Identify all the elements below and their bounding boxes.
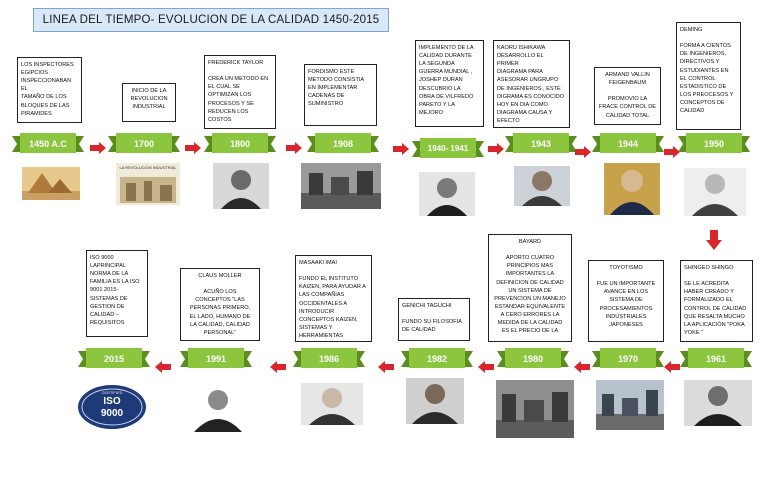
- arrow-left-icon: [155, 361, 171, 373]
- arrow-left-icon: [478, 361, 494, 373]
- year-banner-1943: [505, 131, 577, 157]
- event-note-1944: ARMAND VALLIN FEIGENBAUM PROMOVIO LA FRACE CONTROL DE CALIDAD TOTAL: [594, 67, 661, 125]
- event-note-1940: IMPLEMENTO DE LA CALIDAD DURANTE LA SEGUNDA GUERRA MUNDIAL , JOSHEP DURAN DESCUBRIO LA OBRA DE VILFREDO PARETO Y LA MEJORO: [415, 40, 484, 127]
- badge-number-text: 9000: [100, 408, 124, 419]
- year-banner-1950: [678, 131, 750, 157]
- year-banner-1986: [293, 346, 365, 372]
- event-note-1982: GENICHI TAGUCHI FUNDO SU FILOSOFIA DE CALIDAD: [398, 298, 470, 341]
- arrow-left-icon: [270, 361, 286, 373]
- year-banner-2015: [78, 346, 150, 372]
- arrow-left-icon: [378, 361, 394, 373]
- event-note-1970: TOYOTISMO FUE UN IMPORTANTE AVANCE EN LOS SISTEMA DE PROCESAMIENTOS INDUSTRIALES JAPONESES: [588, 260, 664, 342]
- event-note-1950: DEMING FORMA A CIENTOS DE INGENIEROS, DIRECTIVOS Y ESTUDIANTES EN EL CONTROL ESTADISTICO DE LOS PREOCESOS Y CONCEPTOS DE CALIDAD: [676, 22, 741, 130]
- year-banner-1944: [592, 131, 664, 157]
- year-banner-1970: [592, 346, 664, 372]
- badge-main-text: ISO: [103, 396, 121, 407]
- year-label: 1940- 1941: [427, 144, 469, 154]
- year-label: 1944: [617, 138, 639, 149]
- arrow-right-icon: [185, 142, 201, 154]
- page-title: LINEA DEL TIEMPO- EVOLUCION DE LA CALIDAD 1450-2015: [33, 8, 389, 32]
- year-banner-1991: [180, 346, 252, 372]
- badge-top-text: CERTIFIED: [101, 390, 123, 395]
- year-label: 1982: [426, 353, 448, 364]
- year-label: 1961: [705, 353, 727, 364]
- event-note-1450: LOS INSPECTORES EGIPCIOS INSPECCIONABAN EL TAMAÑO DE LOS BLOQUES DE LAS PIRAMIDES: [17, 57, 82, 123]
- portrait-icon: [419, 172, 475, 216]
- year-label: 1980: [522, 353, 544, 364]
- portrait-icon: [604, 163, 660, 215]
- year-label: 1943: [530, 138, 552, 149]
- year-banner-1980: [497, 346, 569, 372]
- event-note-1986: MASAAKI IMAI FUNDO EL INSTITUTO KAIZEN, PARA AYUDAR A LAS COMPAÑIAS OCCIDENTALES A INTRODUCIR CONCEPTOS KAIZEN, SISTEMAS Y HERRAMIENTAS: [295, 255, 372, 342]
- year-label: 1908: [332, 138, 354, 149]
- year-label: 1986: [318, 353, 340, 364]
- year-banner-1700: [108, 131, 180, 157]
- portrait-icon: [301, 383, 363, 425]
- year-banner-1982: [401, 346, 473, 372]
- year-label: 1450 A.C: [29, 138, 67, 149]
- portrait-icon: [684, 168, 746, 216]
- portrait-icon: [186, 384, 250, 432]
- portrait-icon: [406, 378, 464, 424]
- year-label: 1991: [205, 353, 227, 364]
- year-banner-1450: [12, 131, 84, 157]
- event-note-1908: FORDISMO ESTE METODO CONSISTIA EN IMPLEMENTAR CADENAS DE SUMINISTRO: [304, 64, 377, 126]
- industrial-revolution-icon: [116, 163, 180, 205]
- year-label: 1970: [617, 353, 639, 364]
- arrow-right-icon: [664, 146, 680, 158]
- event-note-1980: BAYARD APORTO CUATRO PRINCIPIOS MAS IMPORTANTES LA DEFINICION DE CALIDAD UN SISTEMA DE PREVENCION UN MANEJO ESTANDAR EQUIVALENTE A CERO ERRORES LA MEDIDA DE LA CALIDAD ES EL PRECIO DE LA: [488, 234, 572, 342]
- factory-icon: [496, 380, 574, 438]
- event-note-1800: FREDERICK TAYLOR CREA UN METODO EN EL CUAL SE OPTIMIZAN LOS PROCESOS Y SE REDUCEN LOS COSTOS: [204, 55, 276, 129]
- iso-badge-icon: [77, 384, 147, 430]
- event-note-1700: INICIO DE LA REVOLUCION INDUSTRIAL: [122, 83, 176, 122]
- portrait-icon: [213, 163, 269, 209]
- year-label: 1700: [133, 138, 155, 149]
- arrow-right-icon: [393, 143, 409, 155]
- arrow-left-icon: [574, 361, 590, 373]
- arrow-right-icon: [488, 143, 504, 155]
- year-label: 1950: [703, 138, 725, 149]
- event-note-2015: ISO 9000 LAPRINCIPAL NORMA DE LA FAMILIA ES LA ISO 9001 2015- SISTEMAS DE GESTION DE CALIDAD – REQUISITOS: [86, 250, 148, 337]
- arrow-right-icon: [575, 146, 591, 158]
- arrow-left-icon: [664, 361, 680, 373]
- event-note-1961: SHINGEO SHINGO SE LE ACREDITA HABER CREADO Y FORMALIZADO EL CONTROL DE CALIDAD QUE RESALTA MUCHO LA APLICACIÓN "POKA YOKE ": [680, 260, 753, 342]
- arrow-right-icon: [286, 142, 302, 154]
- year-banner-1961: [680, 346, 752, 372]
- event-note-1991: CLAUS MOLLER ACUÑO LOS CONCEPTOS "LAS PERSONAS PRIMERO, EL LADO, HUMANO DE LA CALIDAD, CALIDAD PERSONAL": [180, 268, 260, 341]
- year-banner-1940: [412, 136, 484, 162]
- portrait-icon: [684, 380, 752, 426]
- image-caption: LA REVOLUCIÓN INDUSTRIAL: [119, 165, 177, 170]
- year-label: 1800: [229, 138, 251, 149]
- year-label: 2015: [103, 353, 125, 364]
- pyramids-icon: [22, 167, 80, 200]
- factory-icon: [301, 163, 381, 209]
- year-banner-1908: [307, 131, 379, 157]
- event-note-1943: KAORU ISHIKAWA DESARROLLO EL PRIMER DIAGRAMA PARA ASESORAR UNGRUPO DE INGENIEROS , ESTE DIGRAMA ES CONOCIDO HOY EN DIA COMO DIAGRAMA CAUSA Y EFECTO: [493, 40, 570, 128]
- year-banner-1800: [204, 131, 276, 157]
- arrow-right-icon: [90, 142, 106, 154]
- arrow-down-icon: [706, 230, 722, 250]
- portrait-icon: [514, 166, 570, 206]
- factory-icon: [596, 380, 664, 430]
